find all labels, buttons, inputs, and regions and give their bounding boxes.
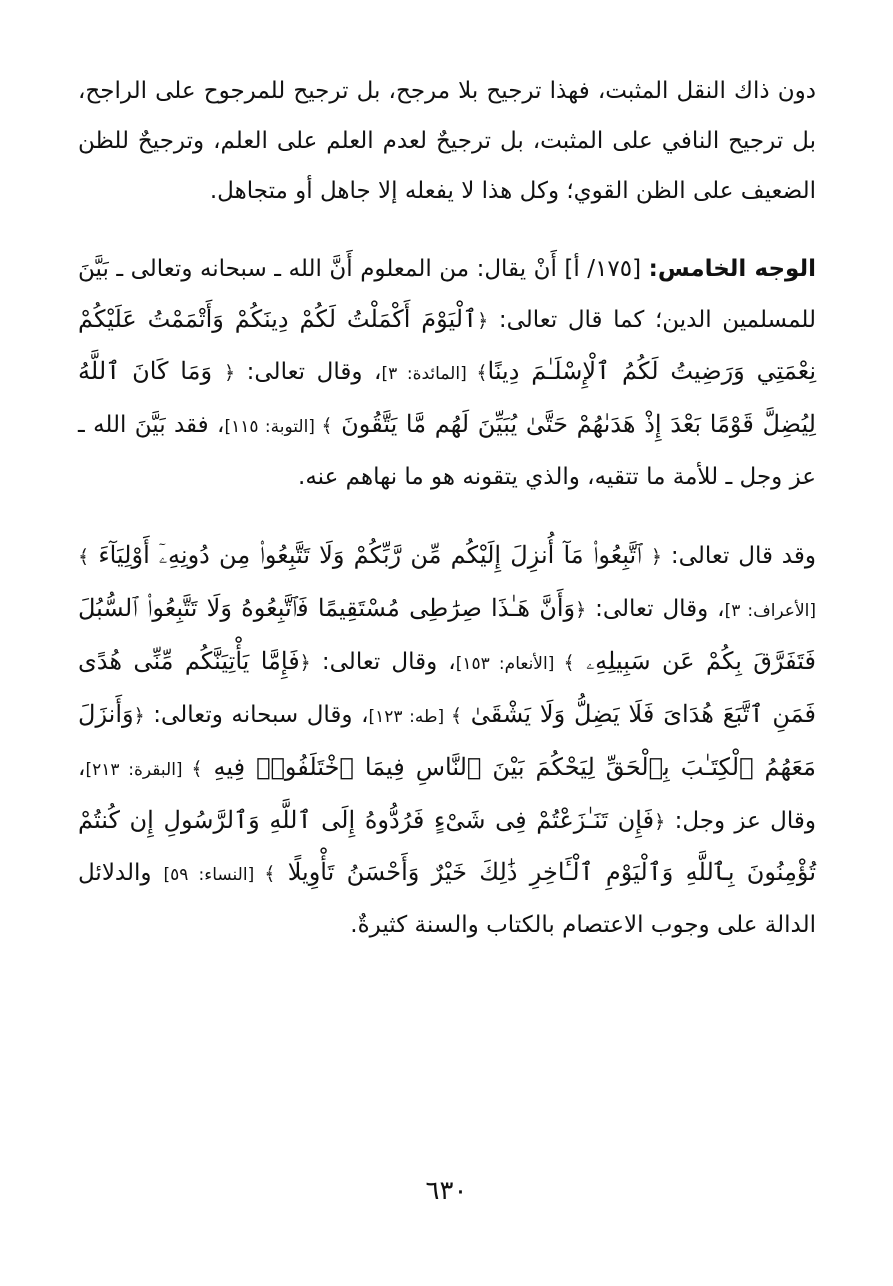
verse-reference: [الأنعام: ١٥٣] (455, 654, 564, 674)
verse-reference: [البقرة: ٢١٣] (85, 760, 192, 780)
verse-bracket: ﴿ (654, 811, 666, 833)
quran-verse: وَمَا كَانَ ٱللَّهُ لِيُضِلَّ قَوْمًا بَعْدَ إِذْ هَدَىٰهُمْ حَتَّىٰ يُبَيِّنَ لَهُم مَّا يَتَّقُونَ (78, 357, 816, 438)
body-text: [١٧٥/ أ] أَنْ يقال: من المعلوم أَنَّ الله ـ سبحانه وتعالى ـ بَيَّنَ للمسلمين الدين؛ كما قال تعالى: (78, 256, 816, 333)
verse-reference: [الأعراف: ٣] (724, 601, 816, 621)
verse-bracket: ﴾ (321, 415, 333, 437)
verse-bracket: ﴾ (563, 652, 575, 674)
body-text: ، وقال سبحانه وتعالى: (144, 702, 369, 728)
body-text: دون ذاك النقل المثبت، فهذا ترجيح بلا مرجح، بل ترجيح للمرجوح على الراجح، بل ترجيح النافي على المثبت، بل ترجيحٌ لعدم العلم على العلم، وترجيحٌ للظن الضعيف على الظن القوي؛ وكل هذا لا يفعله إلا جاهل أو متجاهل. (78, 78, 816, 204)
body-text: والدلائل الدالة على وجوب الاعتصام بالكتاب والسنة كثيرةٌ. (78, 860, 816, 938)
body-text: ، فقد بَيَّنَ الله ـ عز وجل ـ للأمة ما تتقيه، والذي يتقونه هو ما نهاهم عنه. (78, 412, 816, 490)
verse-bracket: ﴾ (476, 362, 488, 384)
verse-bracket: ﴿ (575, 599, 587, 621)
verse-bracket: ﴾ (264, 863, 276, 885)
body-text: وقد قال تعالى: (662, 543, 816, 569)
verse-bracket: ﴿ (299, 652, 311, 674)
quran-verse: فَإِمَّا يَأْتِيَنَّكُم مِّنِّى هُدًى فَمَنِ ٱتَّبَعَ هُدَاىَ فَلَا يَضِلُّ وَلَا يَشْقَىٰ (78, 647, 816, 728)
verse-reference: [النساء: ٥٩] (163, 865, 265, 885)
paragraph (78, 530, 816, 950)
body-text: ، وقال عز وجل: (78, 755, 816, 834)
verse-bracket: ﴾ (78, 546, 90, 568)
verse-bracket: ﴿ (133, 705, 145, 727)
section-heading: الوجه الخامس: (648, 256, 816, 282)
verse-reference: [المائدة: ٣] (381, 364, 477, 384)
verse-bracket: ﴿ (223, 362, 236, 384)
verse-bracket: ﴿ (477, 310, 489, 332)
page-number: ٦٣٠ (425, 1176, 468, 1206)
quran-verse: ٱتَّبِعُوا۟ مَآ أُنزِلَ إِلَيْكُم مِّن رَّبِّكُمْ وَلَا تَتَّبِعُوا۟ مِن دُونِهِۦٓ أَوْلِيَآءَ (89, 541, 651, 569)
verse-bracket: ﴾ (191, 758, 203, 780)
paragraph (78, 66, 816, 216)
verse-bracket: ﴿ (650, 546, 663, 568)
body-text: ، وقال تعالى: (310, 649, 456, 675)
body-text: ، وقال تعالى: (586, 596, 725, 622)
verse-bracket: ﴾ (450, 705, 462, 727)
verse-reference: [التوبة: ١١٥] (224, 417, 322, 437)
page-body (78, 66, 816, 1176)
quran-verse: فَإِن تَنَـٰزَعْتُمْ فِى شَىْءٍ فَرُدُّوهُ إِلَى ٱللَّهِ وَٱلرَّسُولِ إِن كُنتُمْ تُؤْمِنُونَ بِٱللَّهِ وَٱلْيَوْمِ ٱلْـَٔاخِرِ ذَٰلِكَ خَيْرٌ وَأَحْسَنُ تَأْوِيلًا (78, 806, 817, 886)
body-text: ، وقال تعالى: (235, 359, 382, 385)
quran-verse: وَأَنزَلَ مَعَهُمُ ٱلْكِتَـٰبَ بِٱلْحَقِّ لِيَحْكُمَ بَيْنَ ٱلنَّاسِ فِيمَا ٱخْتَلَفُوا۟ فِيهِ (78, 700, 816, 781)
quran-verse: ٱلْيَوْمَ أَكْمَلْتُ لَكُمْ دِينَكُمْ وَأَتْمَمْتُ عَلَيْكُمْ نِعْمَتِي وَرَضِيتُ لَكُمُ ٱلْإِسْلَـٰمَ دِينًا (78, 305, 817, 385)
paragraph (78, 244, 816, 502)
verse-reference: [طه: ١٢٣] (368, 707, 451, 727)
quran-verse: وَأَنَّ هَـٰذَا صِرَٰطِى مُسْتَقِيمًا فَٱتَّبِعُوهُ وَلَا تَتَّبِعُوا۟ ٱلسُّبُلَ فَتَفَرَّقَ بِكُمْ عَن سَبِيلِهِۦ (78, 594, 816, 675)
